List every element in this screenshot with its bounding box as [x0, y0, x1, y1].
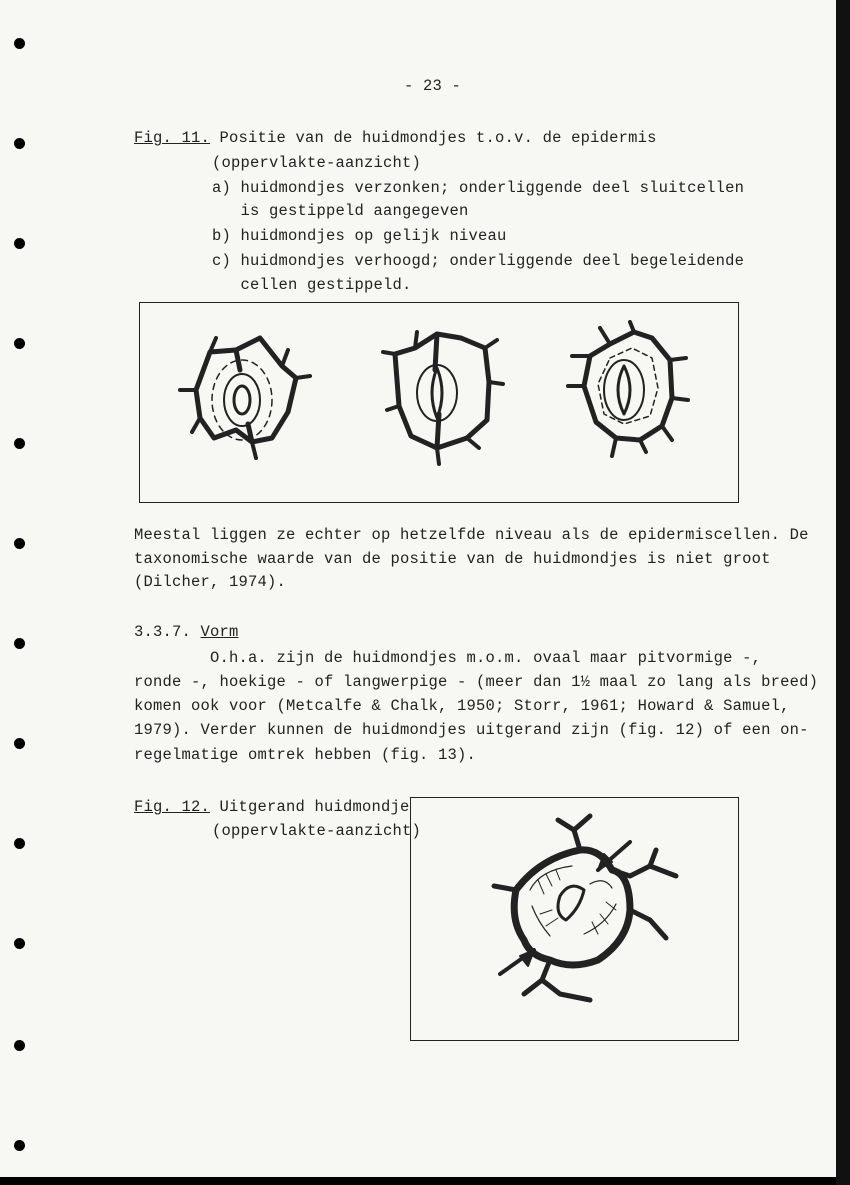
- body-text-line: regelmatige omtrek hebben (fig. 13).: [134, 746, 477, 764]
- fig11-caption-line: [134, 128, 657, 148]
- binder-hole: [14, 838, 25, 849]
- fig12-label: Fig. 12.: [134, 798, 211, 816]
- body-text-line: komen ook voor (Metcalfe & Chalk, 1950; Storr, 1961; Howard & Samuel,: [134, 697, 790, 715]
- body-text-line: Meestal liggen ze echter op hetzelfde niveau als de epidermiscellen. De: [134, 526, 809, 544]
- fig12-subtitle: (oppervlakte-aanzicht): [212, 822, 422, 840]
- fig11-item: a) huidmondjes verzonken; onderliggende deel sluitcellen: [212, 179, 745, 197]
- section-number: 3.3.7.: [134, 623, 201, 641]
- binder-hole: [14, 1040, 25, 1051]
- binder-hole: [14, 638, 25, 649]
- fig11-drawing-c: [560, 318, 710, 473]
- section-heading: [134, 622, 239, 642]
- binder-hole: [14, 938, 25, 949]
- fig11-title: Positie van de huidmondjes t.o.v. de epidermis: [210, 129, 657, 147]
- fig11-drawing-b: [375, 318, 525, 473]
- fig12-drawing: [480, 810, 700, 1020]
- binder-hole: [14, 138, 25, 149]
- section-title: Vorm: [200, 623, 239, 641]
- fig11-item: is gestippeld aangegeven: [212, 202, 469, 220]
- fig11-subtitle: (oppervlakte-aanzicht): [212, 154, 422, 172]
- body-text-line: O.h.a. zijn de huidmondjes m.o.m. ovaal maar pitvormige -,: [134, 649, 762, 667]
- body-text-line: ronde -, hoekige - of langwerpige - (meer dan 1½ maal zo lang als breed): [134, 673, 819, 691]
- binder-hole: [14, 38, 25, 49]
- fig11-label: Fig. 11.: [134, 129, 211, 147]
- fig11-item: b) huidmondjes op gelijk niveau: [212, 227, 507, 245]
- body-text-line: taxonomische waarde van de positie van de huidmondjes is niet groot: [134, 550, 771, 568]
- fig11-drawing-a: [170, 320, 320, 470]
- scan-edge: [836, 0, 850, 1185]
- binder-hole: [14, 1140, 25, 1151]
- fig11-item: cellen gestippeld.: [212, 276, 412, 294]
- page-number: - 23 -: [404, 77, 462, 95]
- fig11-item: c) huidmondjes verhoogd; onderliggende deel begeleidende: [212, 252, 745, 270]
- binder-hole: [14, 338, 25, 349]
- binder-hole: [14, 438, 25, 449]
- body-text-line: 1979). Verder kunnen de huidmondjes uitgerand zijn (fig. 12) of een on-: [134, 721, 809, 739]
- fig12-caption-line: [134, 797, 410, 817]
- fig12-title: Uitgerand huidmondje: [210, 798, 410, 816]
- binder-hole: [14, 538, 25, 549]
- binder-hole: [14, 238, 25, 249]
- binder-hole: [14, 738, 25, 749]
- body-text-line: (Dilcher, 1974).: [134, 573, 287, 591]
